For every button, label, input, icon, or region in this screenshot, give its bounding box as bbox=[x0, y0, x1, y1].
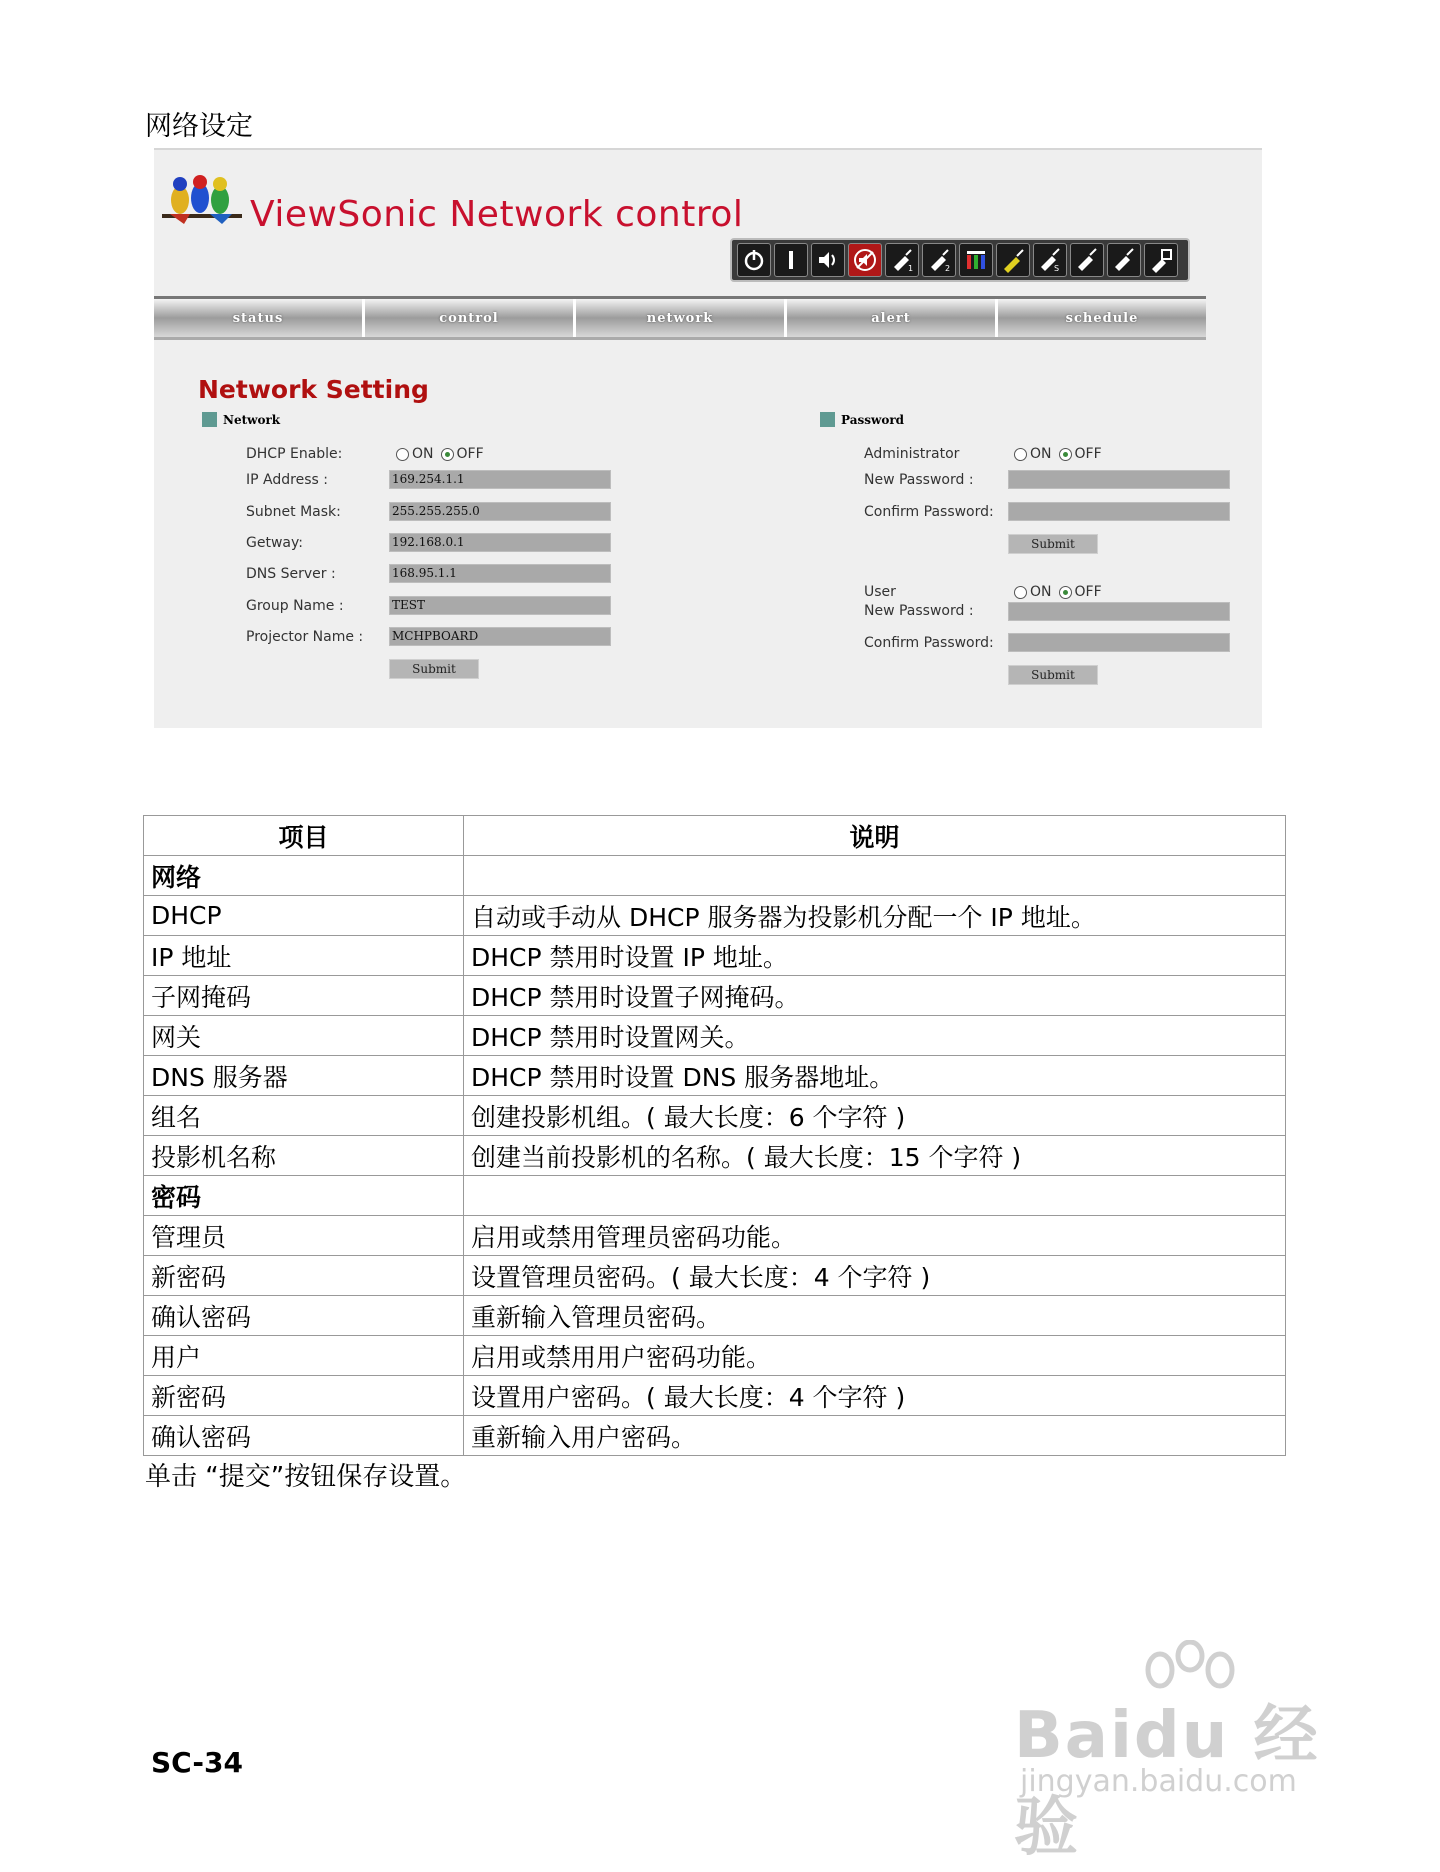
description-table bbox=[143, 815, 1286, 1456]
row-item: 密码 bbox=[144, 1176, 464, 1216]
computer2-icon[interactable] bbox=[922, 243, 956, 277]
row-item: IP 地址 bbox=[144, 936, 464, 976]
admin-new-password-label: New Password : bbox=[864, 472, 974, 488]
password-heading-label: Password bbox=[841, 412, 905, 427]
power-icon[interactable] bbox=[737, 243, 771, 277]
dhcp-off-radio[interactable] bbox=[441, 448, 454, 461]
user-off-label: OFF bbox=[1074, 584, 1102, 600]
table-row bbox=[144, 1336, 1286, 1376]
table-row bbox=[144, 1216, 1286, 1256]
gateway-label: Getway: bbox=[246, 535, 303, 551]
mask-label: Subnet Mask: bbox=[246, 504, 341, 520]
hdmi-icon[interactable] bbox=[1107, 243, 1141, 277]
subnet-mask-input[interactable]: 255.255.255.0 bbox=[389, 502, 611, 521]
row-item: 用户 bbox=[144, 1336, 464, 1376]
row-item: 网关 bbox=[144, 1016, 464, 1056]
tab-status[interactable]: status bbox=[154, 299, 365, 337]
column-header-item: 项目 bbox=[144, 816, 464, 856]
admin-off-label: OFF bbox=[1074, 446, 1102, 462]
row-description: 创建当前投影机的名称。( 最大长度：15 个字符 ) bbox=[464, 1136, 1286, 1176]
row-description: 重新输入管理员密码。 bbox=[464, 1296, 1286, 1336]
row-description: 创建投影机组。( 最大长度：6 个字符 ) bbox=[464, 1096, 1286, 1136]
row-item: 组名 bbox=[144, 1096, 464, 1136]
main-nav bbox=[154, 296, 1206, 340]
page-title: Network Setting bbox=[198, 375, 429, 404]
watermark-main: Baidu 经验 bbox=[1014, 1699, 1320, 1865]
table-header-row bbox=[144, 816, 1286, 856]
row-description: DHCP 禁用时设置 DNS 服务器地址。 bbox=[464, 1056, 1286, 1096]
user-new-password-label: New Password : bbox=[864, 603, 974, 619]
admin-on-radio[interactable] bbox=[1014, 448, 1027, 461]
row-description: DHCP 禁用时设置网关。 bbox=[464, 1016, 1286, 1056]
row-item: 确认密码 bbox=[144, 1416, 464, 1456]
admin-on-label: ON bbox=[1030, 446, 1052, 462]
table-row bbox=[144, 1296, 1286, 1336]
table-row bbox=[144, 1096, 1286, 1136]
user-label: User bbox=[864, 584, 896, 600]
row-description: 重新输入用户密码。 bbox=[464, 1416, 1286, 1456]
row-item: 投影机名称 bbox=[144, 1136, 464, 1176]
row-item: DNS 服务器 bbox=[144, 1056, 464, 1096]
table-row bbox=[144, 1416, 1286, 1456]
table-row bbox=[144, 976, 1286, 1016]
dhcp-on-label: ON bbox=[412, 446, 434, 462]
table-row bbox=[144, 896, 1286, 936]
row-item: 新密码 bbox=[144, 1376, 464, 1416]
admin-off-radio[interactable] bbox=[1059, 448, 1072, 461]
page-number: SC-34 bbox=[151, 1746, 243, 1779]
row-item: DHCP bbox=[144, 896, 464, 936]
password-group-heading bbox=[820, 412, 904, 427]
row-description: 设置用户密码。( 最大长度：4 个字符 ) bbox=[464, 1376, 1286, 1416]
row-item: 确认密码 bbox=[144, 1296, 464, 1336]
row-description: DHCP 禁用时设置 IP 地址。 bbox=[464, 936, 1286, 976]
row-item: 网络 bbox=[144, 856, 464, 896]
row-description bbox=[464, 1176, 1286, 1216]
section-heading: 网络设定 bbox=[145, 111, 253, 142]
svg-text:S: S bbox=[1054, 264, 1060, 273]
svg-text:1: 1 bbox=[908, 264, 914, 273]
lan-icon[interactable] bbox=[1144, 243, 1178, 277]
tab-control[interactable]: control bbox=[365, 299, 576, 337]
table-row bbox=[144, 856, 1286, 896]
parrots-logo-icon bbox=[162, 170, 242, 226]
row-description bbox=[464, 856, 1286, 896]
admin-new-password-input[interactable] bbox=[1008, 470, 1230, 489]
admin-radio-group bbox=[1014, 446, 1106, 462]
network-control-screenshot bbox=[154, 148, 1262, 728]
projector-name-label: Projector Name : bbox=[246, 629, 364, 645]
ip-label: IP Address : bbox=[246, 472, 328, 488]
computer1-icon[interactable] bbox=[885, 243, 919, 277]
standby-icon[interactable] bbox=[774, 243, 808, 277]
mute-icon[interactable] bbox=[848, 243, 882, 277]
dhcp-radio-group bbox=[396, 446, 488, 462]
table-row bbox=[144, 1256, 1286, 1296]
dns-label: DNS Server : bbox=[246, 566, 336, 582]
usb-icon[interactable] bbox=[1070, 243, 1104, 277]
user-on-radio[interactable] bbox=[1014, 586, 1027, 599]
ip-address-input[interactable]: 169.254.1.1 bbox=[389, 470, 611, 489]
row-item: 管理员 bbox=[144, 1216, 464, 1256]
dhcp-off-label: OFF bbox=[456, 446, 484, 462]
table-row bbox=[144, 1136, 1286, 1176]
table-row bbox=[144, 936, 1286, 976]
brand-title: ViewSonic Network control bbox=[250, 194, 744, 235]
control-toolbar bbox=[730, 238, 1190, 282]
svideo-icon[interactable] bbox=[1033, 243, 1067, 277]
row-item: 新密码 bbox=[144, 1256, 464, 1296]
admin-confirm-password-input[interactable] bbox=[1008, 502, 1230, 521]
user-submit-button[interactable]: Submit bbox=[1008, 665, 1098, 685]
tab-network[interactable]: network bbox=[576, 299, 787, 337]
section-marker-icon bbox=[202, 412, 217, 427]
footnote: 单击 “提交”按钮保存设置。 bbox=[145, 1462, 467, 1492]
watermark bbox=[1010, 1640, 1350, 1865]
dhcp-label: DHCP Enable: bbox=[246, 446, 343, 462]
network-submit-button[interactable]: Submit bbox=[389, 659, 479, 679]
tab-schedule[interactable]: schedule bbox=[998, 299, 1206, 337]
administrator-label: Administrator bbox=[864, 446, 960, 462]
projector-name-input[interactable]: MCHPBOARD bbox=[389, 627, 611, 646]
row-description: 自动或手动从 DHCP 服务器为投影机分配一个 IP 地址。 bbox=[464, 896, 1286, 936]
dhcp-on-radio[interactable] bbox=[396, 448, 409, 461]
user-confirm-password-label: Confirm Password: bbox=[864, 635, 994, 651]
user-on-label: ON bbox=[1030, 584, 1052, 600]
user-off-radio[interactable] bbox=[1059, 586, 1072, 599]
svg-text:2: 2 bbox=[945, 264, 951, 273]
user-radio-group bbox=[1014, 584, 1106, 600]
column-header-description: 说明 bbox=[464, 816, 1286, 856]
row-description: 设置管理员密码。( 最大长度：4 个字符 ) bbox=[464, 1256, 1286, 1296]
row-description: 启用或禁用用户密码功能。 bbox=[464, 1336, 1286, 1376]
table-row bbox=[144, 1016, 1286, 1056]
user-confirm-password-input[interactable] bbox=[1008, 633, 1230, 652]
admin-confirm-password-label: Confirm Password: bbox=[864, 504, 994, 520]
network-group-heading bbox=[202, 412, 280, 427]
watermark-url: jingyan.baidu.com bbox=[1020, 1764, 1297, 1799]
dns-server-input[interactable]: 168.95.1.1 bbox=[389, 564, 611, 583]
video-icon[interactable] bbox=[996, 243, 1030, 277]
table-row bbox=[144, 1176, 1286, 1216]
user-new-password-input[interactable] bbox=[1008, 602, 1230, 621]
network-heading-label: Network bbox=[223, 412, 281, 427]
table-row bbox=[144, 1056, 1286, 1096]
component-icon[interactable] bbox=[959, 243, 993, 277]
row-description: DHCP 禁用时设置子网掩码。 bbox=[464, 976, 1286, 1016]
gateway-input[interactable]: 192.168.0.1 bbox=[389, 533, 611, 552]
section-marker-icon bbox=[820, 412, 835, 427]
tab-alert[interactable]: alert bbox=[787, 299, 998, 337]
group-name-label: Group Name : bbox=[246, 598, 344, 614]
group-name-input[interactable]: TEST bbox=[389, 596, 611, 615]
volume-icon[interactable] bbox=[811, 243, 845, 277]
row-item: 子网掩码 bbox=[144, 976, 464, 1016]
admin-submit-button[interactable]: Submit bbox=[1008, 534, 1098, 554]
table-row bbox=[144, 1376, 1286, 1416]
row-description: 启用或禁用管理员密码功能。 bbox=[464, 1216, 1286, 1256]
